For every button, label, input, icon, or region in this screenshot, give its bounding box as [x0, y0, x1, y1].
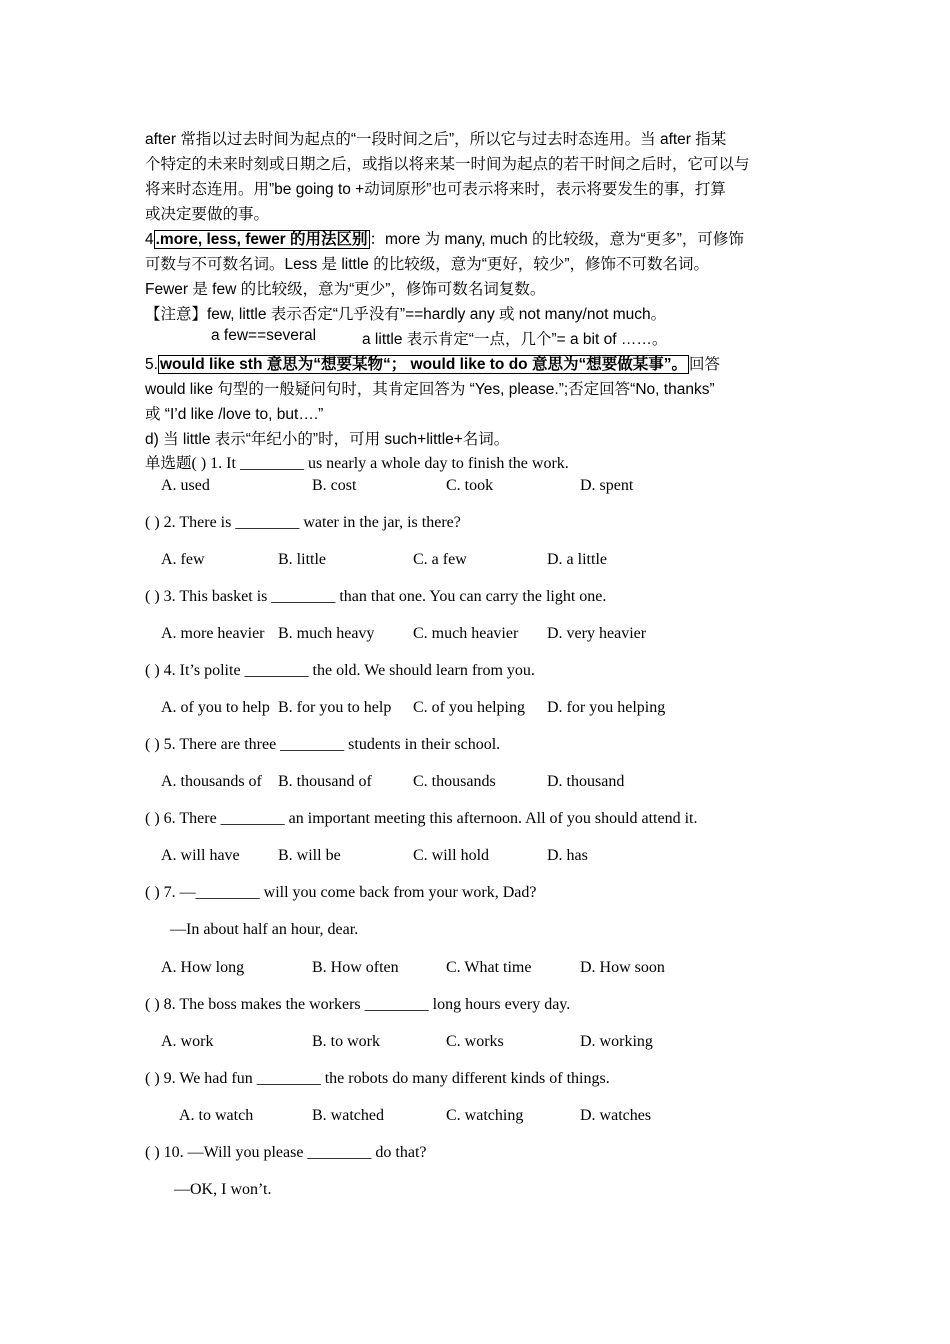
- question-stem: ( ) 1. It ________ us nearly a whole day to finish the work.: [191, 455, 569, 472]
- question-9: ( ) 9. We had fun ________ the robots do many different kinds of things.: [145, 1070, 610, 1087]
- option-b: B. will be: [278, 847, 341, 864]
- question-3: ( ) 3. This basket is ________ than that one. You can carry the light one.: [145, 588, 607, 605]
- note-line: Fewer 是 few 的比较级，意为“更少”，修饰可数名词复数。: [145, 281, 546, 298]
- option-c: C. a few: [413, 551, 467, 568]
- option-a: A. How long: [161, 959, 245, 976]
- option-c: C. much heavier: [413, 625, 519, 642]
- point-5-title: would like sth 意思为“想要某物“； would like to do 意思为“想要做某事”。: [159, 356, 687, 373]
- option-a: A. of you to help: [161, 699, 270, 716]
- question-7: ( ) 7. —________ will you come back from your work, Dad?: [145, 884, 537, 901]
- point-4-line: [145, 227, 744, 249]
- option-d: D. working: [580, 1033, 653, 1050]
- option-d: D. a little: [547, 551, 607, 568]
- option-a: A. used: [161, 477, 210, 494]
- option-b: B. How often: [312, 959, 399, 976]
- question-4: ( ) 4. It’s polite ________ the old. We should learn from you.: [145, 662, 535, 679]
- point-4-title: .more, less, fewer 的用法区别: [155, 231, 368, 248]
- question-reply: —OK, I won’t.: [174, 1181, 272, 1198]
- note-line: 可数与不可数名词。Less 是 little 的比较级，意为“更好，较少”，修饰不可数名词。: [145, 256, 710, 273]
- option-a: A. work: [161, 1033, 214, 1050]
- option-d: D. has: [547, 847, 588, 864]
- option-b: B. much heavy: [278, 625, 375, 642]
- note-a-little: a little 表示肯定“一点，几个”= a bit of ……。: [362, 331, 668, 348]
- option-c: C. works: [446, 1033, 504, 1050]
- option-a: A. few: [161, 551, 205, 568]
- note-line: would like 句型的一般疑问句时，其肯定回答为 “Yes, please.”;否定回答“No, thanks”: [145, 381, 715, 398]
- question-6: ( ) 6. There ________ an important meeting this afternoon. All of you should attend it.: [145, 810, 698, 827]
- question-8: ( ) 8. The boss makes the workers ________ long hours every day.: [145, 996, 571, 1013]
- note-line: 将来时态连用。用”be going to +动词原形”也可表示将来时，表示将要发生的事，打算: [145, 181, 726, 198]
- option-d: D. spent: [580, 477, 634, 494]
- note-a-few: a few==several: [211, 327, 317, 344]
- option-b: B. for you to help: [278, 699, 392, 716]
- question-1: [145, 451, 569, 473]
- option-a: A. will have: [161, 847, 240, 864]
- quiz-heading: 单选题: [145, 455, 192, 472]
- question-2: ( ) 2. There is ________ water in the jar, is there?: [145, 514, 461, 531]
- option-d: D. for you helping: [547, 699, 666, 716]
- option-a: A. more heavier: [161, 625, 265, 642]
- question-10: ( ) 10. —Will you please ________ do that?: [145, 1144, 427, 1161]
- note-line: 或决定要做的事。: [145, 206, 270, 223]
- option-c: C. thousands: [413, 773, 496, 790]
- point-4-number: 4: [145, 231, 154, 248]
- option-d: D. thousand: [547, 773, 625, 790]
- option-c: C. of you helping: [413, 699, 525, 716]
- option-b: B. to work: [312, 1033, 380, 1050]
- option-d: D. very heavier: [547, 625, 647, 642]
- note-line: 个特定的未来时刻或日期之后，或指以将来某一时间为起点的若干时间之后时，它可以与: [145, 156, 750, 173]
- option-c: C. will hold: [413, 847, 490, 864]
- option-b: B. thousand of: [278, 773, 372, 790]
- point-4-text: ：more 为 many, much 的比较级，意为“更多”，可修饰: [369, 231, 744, 248]
- option-c: C. What time: [446, 959, 532, 976]
- point-5-text: 回答: [688, 356, 720, 373]
- note-attention: 【注意】few, little 表示否定“几乎没有”==hardly any 或 not many/not much。: [145, 306, 667, 323]
- option-d: D. watches: [580, 1107, 652, 1124]
- option-a: A. thousands of: [161, 773, 262, 790]
- note-little-age: d) 当 little 表示“年纪小的”时，可用 such+little+名词。: [145, 431, 510, 448]
- question-5: ( ) 5. There are three ________ students in their school.: [145, 736, 501, 753]
- option-d: D. How soon: [580, 959, 665, 976]
- option-b: B. little: [278, 551, 326, 568]
- point-5-line: [145, 352, 720, 374]
- option-b: B. cost: [312, 477, 357, 494]
- option-b: B. watched: [312, 1107, 384, 1124]
- option-c: C. watching: [446, 1107, 524, 1124]
- point-5-number: 5.: [145, 356, 158, 373]
- question-reply: —In about half an hour, dear.: [170, 921, 359, 938]
- option-c: C. took: [446, 477, 494, 494]
- note-line: 或 “I’d like /love to, but….”: [145, 406, 324, 423]
- note-line: after 常指以过去时间为起点的“一段时间之后”，所以它与过去时态连用。当 after 指某: [145, 131, 727, 148]
- option-a: A. to watch: [179, 1107, 254, 1124]
